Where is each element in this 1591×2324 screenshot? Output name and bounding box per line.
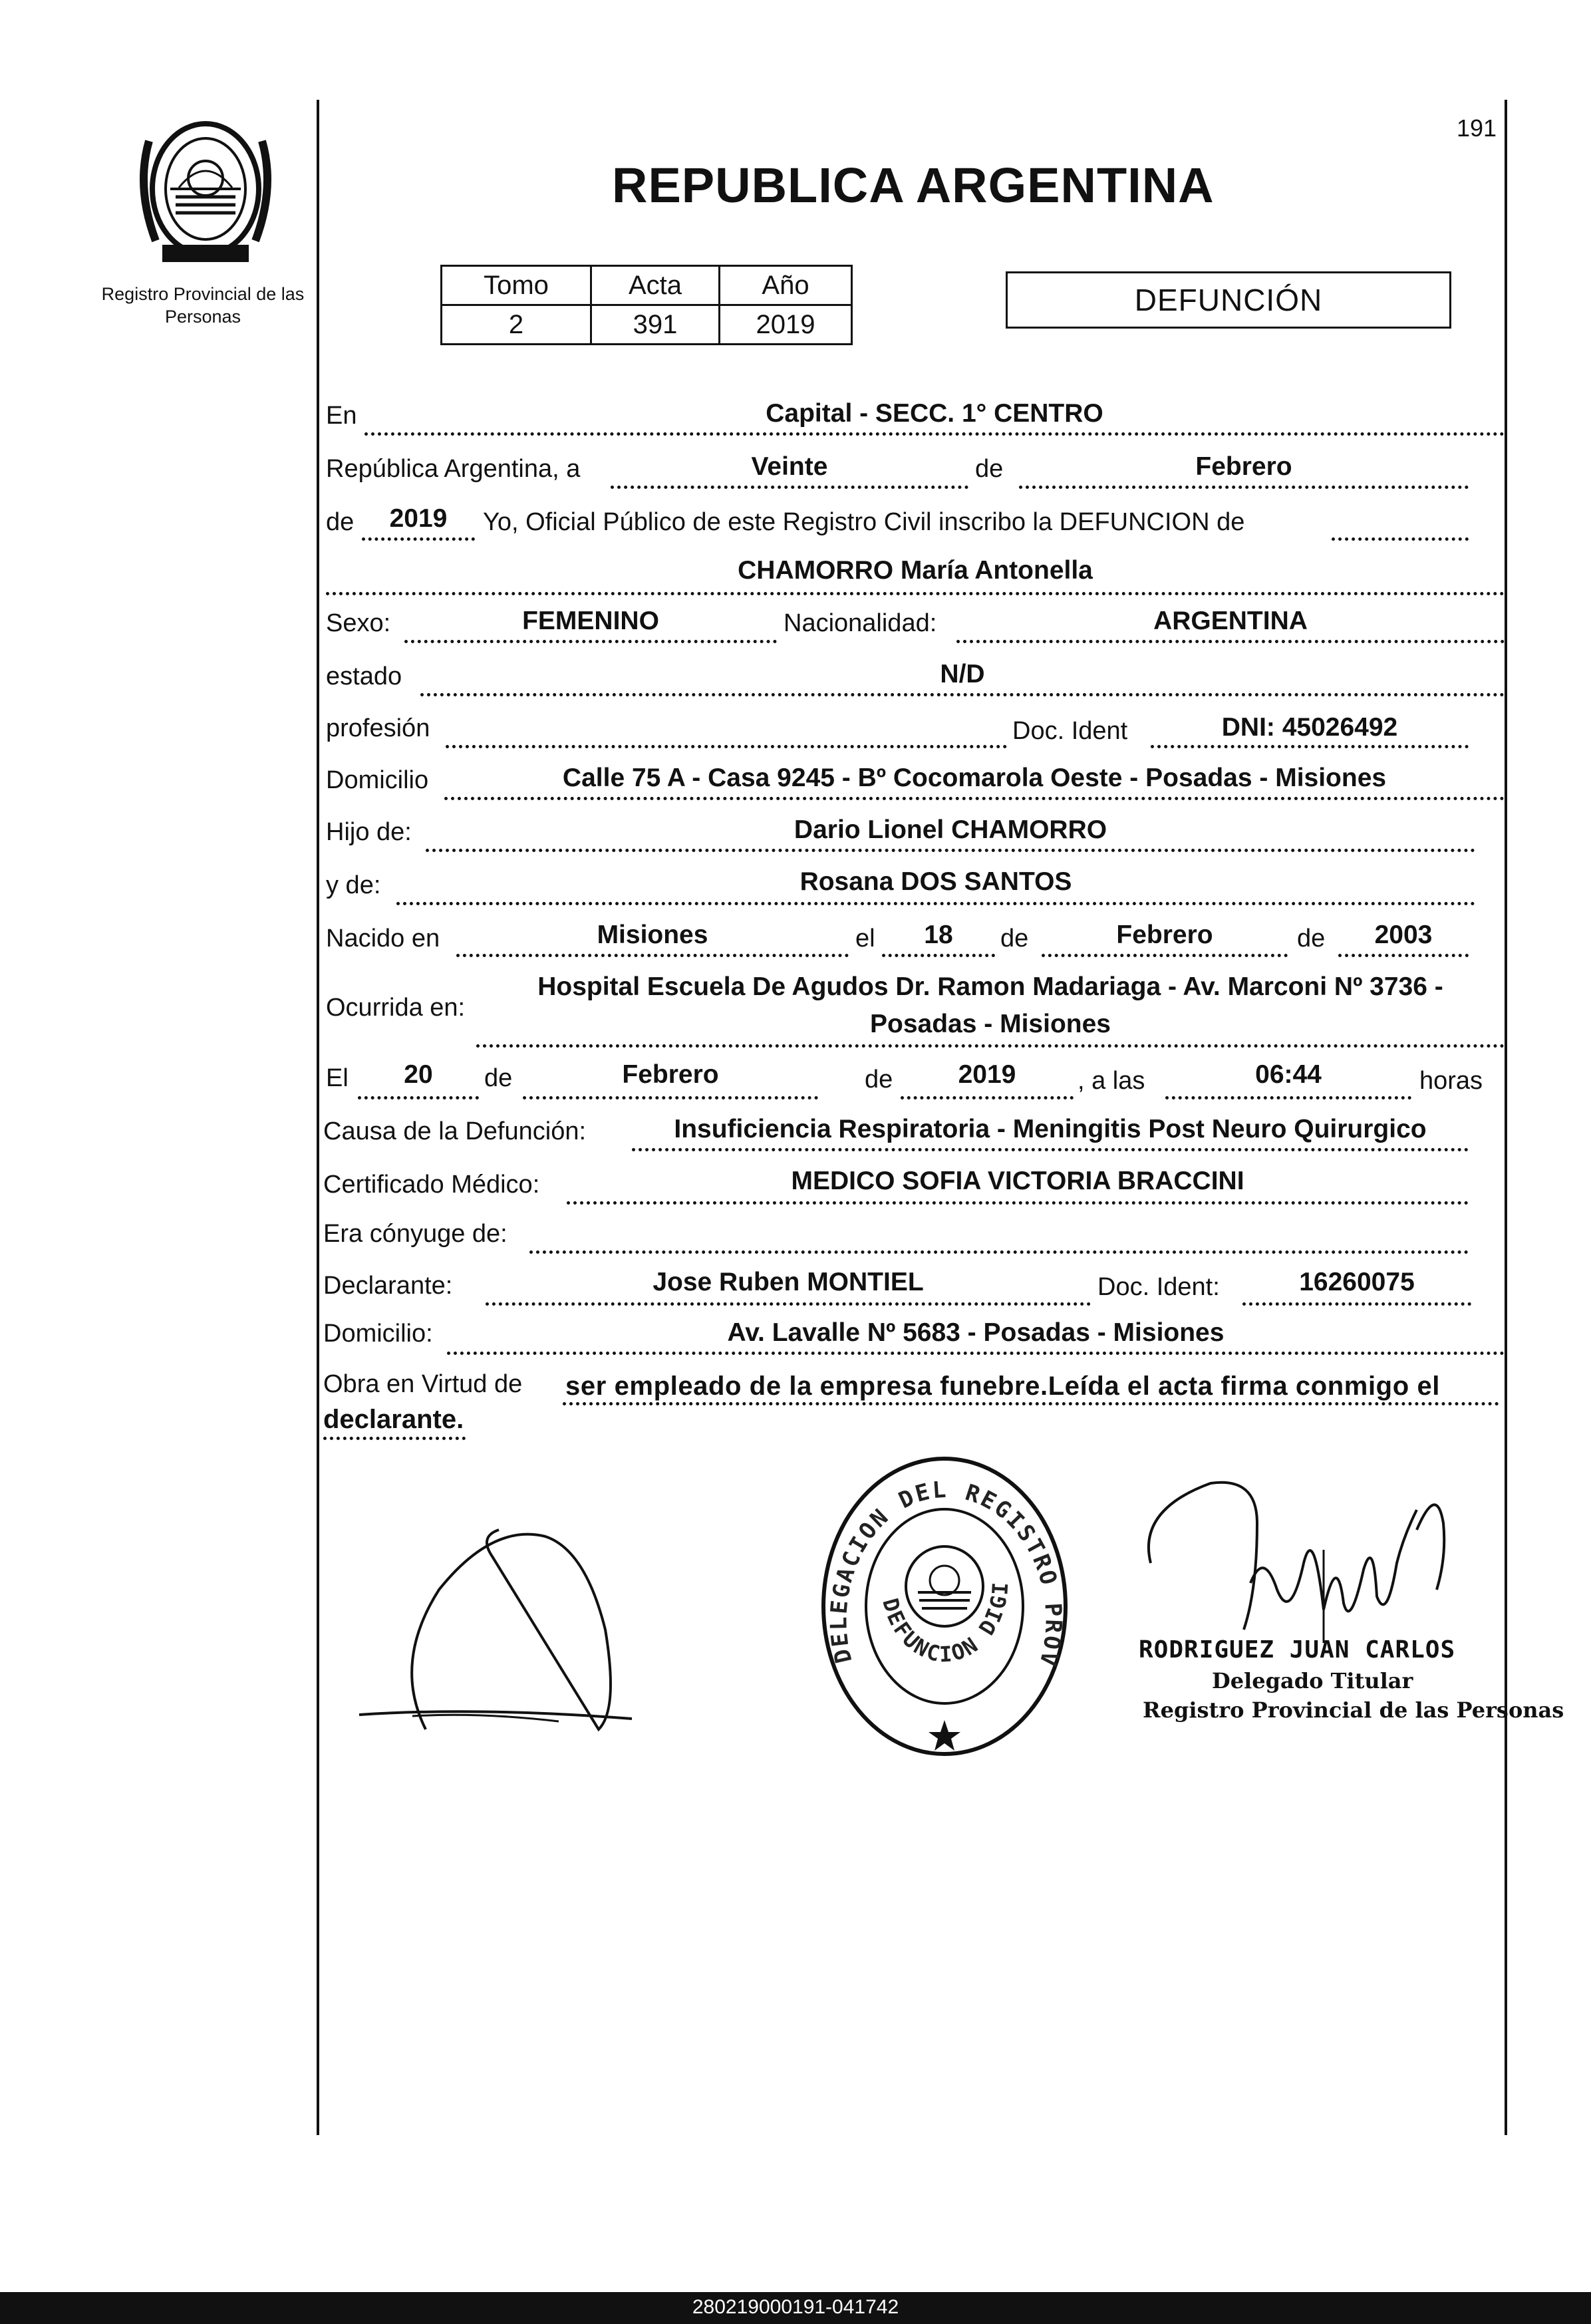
dotted-line xyxy=(882,954,995,957)
death-day-value: 20 xyxy=(404,1060,433,1089)
deceased-name-value: CHAMORRO María Antonella xyxy=(738,556,1093,585)
cause-value: Insuficiencia Respiratoria - Meningitis Post Neuro Quirurgico xyxy=(674,1115,1427,1143)
death-place-line2: Posadas - Misiones xyxy=(870,1010,1111,1038)
dotted-line xyxy=(358,1096,479,1099)
document-value: DNI: 45026492 xyxy=(1221,713,1398,742)
dotted-line xyxy=(1151,745,1469,748)
month-value: Febrero xyxy=(1195,452,1292,481)
dotted-line xyxy=(1242,1302,1471,1306)
official-signature xyxy=(1124,1470,1470,1643)
dotted-line xyxy=(486,1302,1091,1306)
label-en: En xyxy=(326,402,357,430)
dotted-line xyxy=(1019,486,1469,489)
dotted-line xyxy=(956,640,1505,643)
dotted-line xyxy=(447,1352,1505,1355)
dotted-line xyxy=(362,537,475,541)
dotted-line xyxy=(901,1096,1074,1099)
label-horas: horas xyxy=(1419,1067,1483,1095)
death-time-value: 06:44 xyxy=(1255,1060,1322,1089)
nationality-value: ARGENTINA xyxy=(1153,607,1308,635)
ano-header: Año xyxy=(720,266,852,305)
dotted-line xyxy=(1338,954,1469,957)
label-declarante: Declarante: xyxy=(323,1272,453,1300)
birth-month-value: Febrero xyxy=(1116,921,1213,949)
year-value: 2019 xyxy=(389,504,448,533)
official-role: Delegado Titular xyxy=(1212,1668,1413,1693)
label-conyuge: Era cónyuge de: xyxy=(323,1220,507,1248)
birth-year-value: 2003 xyxy=(1374,921,1433,949)
label-republica: República Argentina, a xyxy=(326,455,581,483)
dotted-line xyxy=(426,849,1475,852)
dotted-line xyxy=(563,1402,1499,1405)
label-a-las: , a las xyxy=(1078,1067,1145,1095)
tomo-value: 2 xyxy=(442,305,591,345)
acta-value: 391 xyxy=(591,305,720,345)
label-doc-ident-declarante: Doc. Ident: xyxy=(1097,1273,1220,1301)
dotted-line xyxy=(326,592,1505,595)
page-number: 191 xyxy=(1457,114,1497,142)
declarant-doc-value: 16260075 xyxy=(1299,1268,1415,1296)
label-de: de xyxy=(484,1064,513,1092)
official-registry: Registro Provincial de las Personas xyxy=(1143,1697,1564,1723)
acta-header: Acta xyxy=(591,266,720,305)
doctor-value: MEDICO SOFIA VICTORIA BRACCINI xyxy=(791,1167,1244,1195)
label-obra: Obra en Virtud de xyxy=(323,1370,523,1398)
father-value: Dario Lionel CHAMORRO xyxy=(794,815,1107,844)
stamp-ring-text: DELEGACION DEL REGISTRO PROV xyxy=(825,1476,1067,1671)
province-seal-logo xyxy=(129,114,282,267)
dotted-line xyxy=(529,1250,1469,1254)
address-value: Calle 75 A - Casa 9245 - Bº Cocomarola Oeste - Posadas - Misiones xyxy=(562,764,1387,792)
stamp-inner-text: DEFUNCION DIGI xyxy=(877,1580,1014,1668)
label-causa: Causa de la Defunción: xyxy=(323,1117,587,1145)
registry-name: Registro Provincial de las Personas xyxy=(101,284,305,327)
left-margin-line xyxy=(317,100,319,2135)
label-certificado: Certificado Médico: xyxy=(323,1171,540,1199)
birth-day-value: 18 xyxy=(924,921,953,949)
dotted-line xyxy=(404,640,777,643)
label-hijo-de: Hijo de: xyxy=(326,818,412,846)
dotted-line xyxy=(632,1148,1469,1151)
official-name: RODRIGUEZ JUAN CARLOS xyxy=(1139,1636,1456,1664)
official-stamp xyxy=(818,1450,1071,1756)
record-reference-table xyxy=(440,265,853,345)
dotted-line xyxy=(323,1437,466,1440)
birth-place-value: Misiones xyxy=(597,921,708,949)
label-de: de xyxy=(1297,925,1326,952)
dotted-line xyxy=(396,902,1475,905)
declarant-value: Jose Ruben MONTIEL xyxy=(652,1268,924,1296)
dotted-line xyxy=(444,797,1505,800)
death-year-value: 2019 xyxy=(958,1060,1016,1089)
declarant-signature xyxy=(346,1510,692,1736)
dotted-line xyxy=(611,486,968,489)
label-de: de xyxy=(865,1066,893,1093)
label-domicilio: Domicilio xyxy=(326,766,429,794)
dotted-line xyxy=(1042,954,1288,957)
tomo-header: Tomo xyxy=(442,266,591,305)
mother-value: Rosana DOS SANTOS xyxy=(799,867,1072,896)
sex-value: FEMENINO xyxy=(522,607,659,635)
record-type-box: DEFUNCIÓN xyxy=(1006,271,1451,329)
label-sexo: Sexo: xyxy=(326,609,391,637)
dotted-line xyxy=(364,432,1505,436)
right-margin-line xyxy=(1505,100,1507,2135)
dotted-line xyxy=(476,1044,1505,1048)
label-de: de xyxy=(1000,925,1029,952)
label-estado: estado xyxy=(326,662,402,690)
label-domicilio-declarante: Domicilio: xyxy=(323,1320,433,1348)
label-nacionalidad: Nacionalidad: xyxy=(784,609,937,637)
ano-value: 2019 xyxy=(720,305,852,345)
reason-line1: ser empleado de la empresa funebre.Leída el acta firma conmigo el xyxy=(565,1372,1441,1401)
dotted-line xyxy=(567,1201,1469,1205)
civil-status-value: N/D xyxy=(940,660,985,688)
document-code: 280219000191-041742 xyxy=(692,2296,899,2318)
reason-line2: declarante. xyxy=(323,1405,464,1434)
label-de: de xyxy=(975,455,1004,483)
label-el: El xyxy=(326,1064,349,1092)
label-de: de xyxy=(326,508,355,536)
dotted-line xyxy=(446,745,1007,748)
declarant-address-value: Av. Lavalle Nº 5683 - Posadas - Misiones xyxy=(727,1318,1225,1347)
death-place-line1: Hospital Escuela De Agudos Dr. Ramon Madariaga - Av. Marconi Nº 3736 - xyxy=(537,972,1443,1001)
location-value: Capital - SECC. 1° CENTRO xyxy=(766,399,1103,428)
page-title: REPUBLICA ARGENTINA xyxy=(612,158,1215,213)
dotted-line xyxy=(523,1096,818,1099)
day-words-value: Veinte xyxy=(751,452,828,481)
dotted-line xyxy=(1332,537,1469,541)
dotted-line xyxy=(1165,1096,1411,1099)
label-nacido-en: Nacido en xyxy=(326,925,440,952)
label-doc-ident: Doc. Ident xyxy=(1012,717,1128,745)
label-el: el xyxy=(855,925,875,952)
death-month-value: Febrero xyxy=(622,1060,719,1089)
dotted-line xyxy=(456,954,849,957)
label-profesion: profesión xyxy=(326,714,430,742)
label-ocurrida-en: Ocurrida en: xyxy=(326,994,466,1022)
label-y-de: y de: xyxy=(326,871,381,899)
dotted-line xyxy=(420,693,1505,696)
label-yo: Yo, Oficial Público de este Registro Civil inscribo la DEFUNCION de xyxy=(483,508,1245,536)
